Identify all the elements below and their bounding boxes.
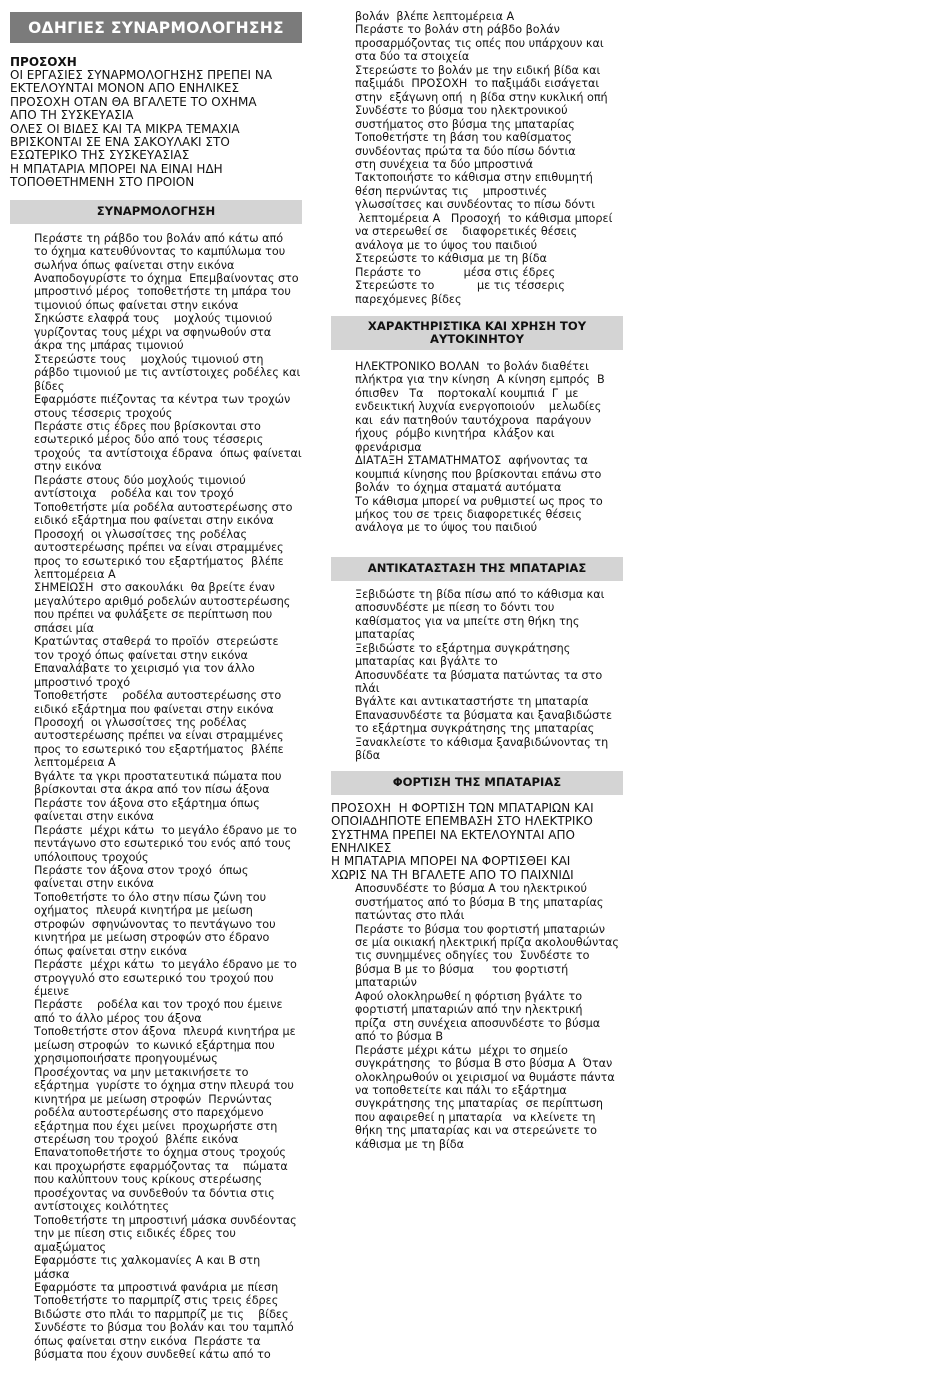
- text-line: παρεχόμενες βίδες: [355, 292, 462, 306]
- assembly-continued-text: [331, 10, 623, 306]
- text-line: ΗΛΕΚΤΡΟΝΙΚΟ ΒΟΛΑΝ το βολάν διαθέτει: [355, 359, 589, 373]
- text-line: προς το εσωτερικό του εξαρτήματος βλέπε: [34, 554, 284, 568]
- text-line: Αφού ολοκληρωθεί η φόρτιση βγάλτε το: [355, 989, 583, 1003]
- text-line: παξιμάδι ΠΡΟΣΟΧΗ το παξιμάδι εισάγεται: [355, 77, 600, 91]
- text-line: Τοποθετήστε τη βάση του καθίσματος: [355, 131, 572, 145]
- text-line: ΔΙΑΤΑΞΗ ΣΤΑΜΑΤΗΜΑΤΟΣ αφήνοντας τα: [355, 454, 588, 468]
- text-line: ειδικό εξάρτημα που φαίνεται στην εικόνα: [34, 702, 274, 716]
- text-line: μεγαλύτερο αριθμό ροδελών αυτοστερέωσης: [34, 594, 291, 608]
- text-line: γλωσσίτσες και συνδέοντας το πίσω δόντι: [355, 198, 596, 212]
- text-line: αυτοστερέωσης πρέπει να είναι στραμμένες: [34, 729, 284, 743]
- charging-warning-text: [331, 802, 623, 882]
- text-line: αντίστοιχα ροδέλα και τον τροχό: [34, 487, 234, 501]
- text-line: ΟΠΟΙΑΔΗΠΟΤΕ ΕΠΕΜΒΑΣΗ ΣΤΟ ΗΛΕΚΤΡΙΚΟ: [331, 814, 593, 829]
- text-line: τιμονιού όπως φαίνεται στην εικόνα: [34, 298, 239, 312]
- text-line: αντίστοιχες κοιλότητες: [34, 1200, 170, 1214]
- text-line: βύσματα που έχουν συνδεθεί κάτω από το: [34, 1348, 271, 1362]
- text-line: λεπτομέρεια A: [34, 756, 116, 770]
- text-line: Ξεβιδώστε το εξάρτημα συγκράτησης: [355, 641, 571, 655]
- text-line: Τοποθετήστε τη μπροστινή μάσκα συνδέοντας: [34, 1213, 297, 1227]
- assembly-text: [10, 232, 306, 1362]
- text-line: συγκράτησης της μπαταρίας σε περίπτωση: [355, 1097, 603, 1111]
- text-line: οχήματος πλευρά κινητήρα με μείωση: [34, 904, 253, 918]
- text-line: συγκράτησης το βύσμα B στο βύσμα A Όταν: [355, 1057, 613, 1071]
- text-line: κινητήρα με μείωση στροφών Περνώντας: [34, 1092, 273, 1106]
- text-line: τις συνημμένες οδηγίες του Συνδέστε το: [355, 949, 590, 963]
- text-line: πρίζα στη συνέχεια αποσυνδέστε το βύσμα: [355, 1016, 601, 1030]
- text-line: Αποσυνδέατε τα βύσματα πατώντας τα στο: [355, 668, 603, 682]
- text-line: κινητήρα με μείωση στροφών στο έδρανο: [34, 931, 270, 945]
- warning-line: ΠΡΟΣΟΧΗ ΟΤΑΝ ΘΑ ΒΓΑΛΕΤΕ ΤΟ ΟΧΗΜΑ: [10, 94, 257, 109]
- text-line: εξάρτημα που έχει μείνει προχωρήστε στη: [34, 1119, 278, 1133]
- text-line: Το κάθισμα μπορεί να ρυθμιστεί ως προς το: [355, 494, 603, 508]
- text-line: Η ΜΠΑΤΑΡΙΑ ΜΠΟΡΕΙ ΝΑ ΦΟΡΤΙΣΘΕΙ ΚΑΙ: [331, 854, 571, 869]
- text-line: και εάν πατηθούν ταυτόχρονα παράγουν: [355, 413, 592, 427]
- text-line: χρησιμοποιήσατε προηγουμένως: [34, 1052, 218, 1066]
- text-line: Στερεώστε τους μοχλούς τιμονιού στη: [34, 352, 264, 366]
- section-heading-features: [331, 316, 623, 350]
- text-line: ανάλογα με το ύψος του παιδιού: [355, 521, 538, 535]
- text-line: και προχωρήστε εφαρμόζοντας τα πώματα: [34, 1159, 288, 1173]
- text-line: Βιδώστε στο πλάι το παρμπρίζ με τις βίδες: [34, 1307, 289, 1321]
- text-line: εσωτερικό μέρος δύο από τους τέσσερις: [34, 433, 264, 447]
- text-line: έμεινε: [34, 985, 70, 999]
- text-line: ΧΩΡΙΣ ΝΑ ΤΗ ΒΓΑΛΕΤΕ ΑΠΟ ΤΟ ΠΑΙΧΝΙΔΙ: [331, 867, 574, 882]
- text-line: Περάστε μέχρι κάτω το μεγάλο έδρανο με το: [34, 958, 297, 972]
- text-line: μείωση στροφών το κωνικό εξάρτημα που: [34, 1038, 275, 1052]
- text-line: τροχούς τα αντίστοιχα έδρανα όπως φαίνεται: [34, 446, 302, 460]
- text-line: ειδικό εξάρτημα που φαίνεται στην εικόνα: [34, 514, 274, 528]
- text-line: Τακτοποιήστε το κάθισμα στην επιθυμητή: [355, 171, 593, 185]
- text-line: να τοποθετείτε και πάλι το εξάρτημα: [355, 1083, 567, 1097]
- text-line: Τοποθετήστε μία ροδέλα αυτοστερέωσης στο: [34, 500, 293, 514]
- text-line: την με πίεση στις ειδικές έδρες του: [34, 1227, 236, 1241]
- text-line: Περάστε τον άξονα στο εξάρτημα όπως: [34, 796, 260, 810]
- warning-line: ΤΟΠΟΘΕΤΗΜΕΝΗ ΣΤΟ ΠΡΟΙΟΝ: [10, 175, 195, 190]
- text-line: μπροστινό μέρος τοποθετήστε τη μπάρα του: [34, 285, 291, 299]
- text-line: φαίνεται στην εικόνα: [34, 877, 154, 891]
- text-line: Επανατοποθετήστε το όχημα στους τροχούς: [34, 1146, 286, 1160]
- text-line: ΠΡΟΣΟΧΗ Η ΦΟΡΤΙΣΗ ΤΩΝ ΜΠΑΤΑΡΙΩΝ ΚΑΙ: [331, 800, 594, 815]
- text-line: φρενάρισμα: [355, 440, 422, 454]
- text-line: Προσέχοντας να μην μετακινήσετε το: [34, 1065, 249, 1079]
- text-line: τον τροχό όπως φαίνεται στην εικόνα: [34, 648, 248, 662]
- text-line: μάσκα: [34, 1267, 70, 1281]
- text-line: κουμπιά κίνησης που βρίσκονται επάνω στο: [355, 467, 602, 481]
- text-line: αμαξώματος: [34, 1240, 107, 1254]
- text-line: όπως φαίνεται στην εικόνα: [34, 944, 187, 958]
- text-line: ολοκληρωθούν οι χειρισμοί να θυμάστε πάντα: [355, 1070, 615, 1084]
- text-line: Τοποθετήστε το παρμπρίζ στις τρεις έδρες: [34, 1294, 279, 1308]
- text-line: ΣΗΜΕΙΩΣΗ στο σακουλάκι θα βρείτε έναν: [34, 581, 275, 595]
- warning-line: ΟΙ ΕΡΓΑΣΙΕΣ ΣΥΝΑΡΜΟΛΟΓΗΣΗΣ ΠΡΕΠΕΙ ΝΑ: [10, 68, 273, 82]
- text-line: Περάστε στις έδρες που βρίσκονται στο: [34, 420, 261, 433]
- text-line: άκρα της μπάρας τιμονιού: [34, 339, 184, 353]
- warning-line: ΕΣΩΤΕΡΙΚΟ ΤΗΣ ΣΥΣΚΕΥΑΣΙΑΣ: [10, 148, 190, 163]
- text-line: όπισθεν Τα πορτοκαλί κουμπιά Γ με: [355, 386, 579, 400]
- text-line: Προσοχή οι γλωσσίτσες της ροδέλας: [34, 715, 248, 729]
- text-line: από το άλλο μέρος του άξονα: [34, 1011, 202, 1025]
- warning-heading: ΠΡΟΣΟΧΗ: [10, 55, 77, 69]
- text-line: βίδες: [34, 379, 65, 393]
- text-line: Στερεώστε το κάθισμα με τη βίδα: [355, 252, 547, 266]
- text-line: στη συνέχεια τα δύο μπροστινά: [355, 157, 533, 171]
- features-heading-line: ΧΑΡΑΚΤΗΡΙΣΤΙΚΑ ΚΑΙ ΧΡΗΣΗ ΤΟΥ: [367, 318, 587, 333]
- text-line: Τοποθετήστε το όλο στην πίσω ζώνη του: [34, 890, 267, 904]
- text-line: το εξάρτημα συγκράτησης της μπαταρίας: [355, 722, 595, 736]
- right-column: [331, 0, 623, 1151]
- text-line: Εφαρμόστε πιέζοντας τα κέντρα των τροχών: [34, 393, 291, 407]
- text-line: Εφαρμόστε τις χαλκομανίες A και B στη: [34, 1254, 261, 1268]
- text-line: βολάν το όχημα σταματά αυτόματα: [355, 481, 562, 495]
- text-line: σε μία οικιακή ηλεκτρική πρίζα ακολουθώντας: [355, 936, 619, 949]
- text-line: στα δύο τα στοιχεία: [355, 50, 470, 64]
- text-line: μπαταρίας: [355, 628, 416, 642]
- text-line: Περάστε μέχρι κάτω το μεγάλο έδρανο με το: [34, 823, 297, 837]
- section-heading-battery-replacement: ΑΝΤΙΚΑΤΑΣΤΑΣΗ ΤΗΣ ΜΠΑΤΑΡΙΑΣ: [331, 557, 623, 581]
- text-line: θήκη της μπαταρίας και να στερεώνετε το: [355, 1124, 597, 1138]
- text-line: Περάστε το βύσμα του φορτιστή μπαταριών: [355, 922, 606, 936]
- text-line: ΣΥΣΤΗΜΑ ΠΡΕΠΕΙ ΝΑ ΕΚΤΕΛΟΥΝΤΑΙ ΑΠΟ: [331, 827, 575, 842]
- text-line: καθίσματος για να μπείτε στη θήκη της: [355, 614, 580, 628]
- text-line: προσαρμόζοντας τις οπές που υπάρχουν και: [355, 36, 604, 50]
- text-line: που καλύπτουν τους κρίκους στερέωσης: [34, 1173, 263, 1187]
- text-line: συστήματος στο βύσμα της μπαταρίας: [355, 117, 575, 131]
- battery-charging-text: [331, 882, 623, 1151]
- text-line: Περάστε το μέσα στις έδρες: [355, 265, 556, 279]
- text-line: να στερεωθεί σε διαφορετικές θέσεις: [355, 225, 578, 239]
- text-line: βολάν βλέπε λεπτομέρεια A: [355, 10, 515, 23]
- text-line: γυρίζοντας τους μέχρι να σφηνωθούν στα: [34, 325, 272, 339]
- text-line: βύσμα B με το βύσμα του φορτιστή: [355, 962, 569, 976]
- text-line: Συνδέστε το βύσμα του ηλεκτρονικού: [355, 104, 568, 118]
- text-line: Στερεώστε το με τις τέσσερις: [355, 279, 565, 293]
- text-line: Προσοχή οι γλωσσίτσες της ροδέλας: [34, 527, 248, 541]
- text-line: φορτιστή μπαταριών από την ηλεκτρική: [355, 1003, 583, 1017]
- warning-line: ΑΠΟ ΤΗ ΣΥΣΚΕΥΑΣΙΑ: [10, 108, 134, 123]
- text-line: ροδέλα αυτοστερέωσης στο παρεχόμενο: [34, 1106, 264, 1120]
- text-line: στην εξάγωνη οπή η βίδα στην κυκλική οπή: [355, 90, 608, 104]
- text-line: Κρατώντας σταθερά το προϊόν στερεώστε: [34, 635, 279, 649]
- text-line: λεπτομέρεια A: [34, 567, 116, 581]
- text-line: Περάστε ροδέλα και τον τροχό που έμεινε: [34, 998, 283, 1012]
- text-line: λεπτομέρεια A Προσοχή το κάθισμα μπορεί: [355, 211, 613, 225]
- text-line: Επαναλάβατε το χειρισμό για τον άλλο: [34, 662, 255, 676]
- text-line: Περάστε στους δύο μοχλούς τιμονιού: [34, 473, 246, 487]
- section-heading-battery-charging: ΦΟΡΤΙΣΗ ΤΗΣ ΜΠΑΤΑΡΙΑΣ: [331, 771, 623, 795]
- text-line: ΕΝΗΛΙΚΕΣ: [331, 840, 392, 855]
- warning-line: ΟΛΕΣ ΟΙ ΒΙΔΕΣ ΚΑΙ ΤΑ ΜΙΚΡΑ ΤΕΜΑΧΙΑ: [10, 121, 240, 136]
- text-line: στερέωση του τροχού βλέπε εικόνα: [34, 1133, 239, 1147]
- text-line: Περάστε μέχρι κάτω μέχρι το σημείο: [355, 1043, 568, 1057]
- text-line: σπάσει μία: [34, 621, 94, 635]
- warning-text: [10, 69, 306, 190]
- text-line: συνδέοντας πρώτα τα δύο πίσω δόντια: [355, 144, 576, 158]
- text-line: ανάλογα με το ύψος του παιδιού: [355, 238, 538, 252]
- text-line: ράβδο τιμονιού με τις αντίστοιχες ροδέλες και: [34, 366, 301, 380]
- text-line: αποσυνδέστε με πίεση το δόντι του: [355, 601, 555, 615]
- text-line: αυτοστερέωσης πρέπει να είναι στραμμένες: [34, 541, 284, 555]
- text-line: πεντάγωνο στο εσωτερικό του ενός από τους: [34, 837, 292, 851]
- text-line: κάθισμα με τη βίδα: [355, 1137, 464, 1151]
- text-line: θέση περνώντας τις μπροστινές: [355, 184, 548, 198]
- text-line: ενδεικτική λυχνία ενεργοποιούν μελωδίες: [355, 400, 602, 414]
- text-line: Ξανακλείστε το κάθισμα ξαναβιδώνοντας τη: [355, 735, 609, 749]
- warning-line: ΒΡΙΣΚΟΝΤΑΙ ΣΕ ΕΝΑ ΣΑΚΟΥΛΑΚΙ ΣΤΟ: [10, 135, 230, 150]
- text-line: φαίνεται στην εικόνα: [34, 810, 154, 824]
- text-line: Αναποδογυρίστε το όχημα Επεμβαίνοντας στο: [34, 272, 299, 286]
- text-line: πλήκτρα για την κίνηση A κίνηση εμπρός B: [355, 373, 605, 387]
- text-line: από το βύσμα B: [355, 1030, 444, 1044]
- text-line: εξάρτημα γυρίστε το όχημα στην πλευρά του: [34, 1079, 294, 1093]
- text-line: που πρέπει να φυλάξετε σε περίπτωση που: [34, 608, 273, 622]
- text-line: μπαταριών: [355, 976, 417, 990]
- text-line: Επανασυνδέστε τα βύσματα και ξαναβιδώστε: [355, 708, 613, 722]
- text-line: Εφαρμόστε τα μπροστινά φανάρια με πίεση: [34, 1281, 279, 1294]
- text-line: Συνδέστε το βύσμα του βολάν και του ταμπλό: [34, 1321, 294, 1335]
- text-line: συστήματος από το βύσμα B της μπαταρίας: [355, 895, 604, 909]
- text-line: μπαταρίας και βγάλτε το: [355, 655, 498, 669]
- text-line: Αποσυνδέστε το βύσμα A του ηλεκτρικού: [355, 882, 587, 896]
- text-line: μήκος του σε τρεις διαφορετικές θέσεις: [355, 507, 582, 521]
- battery-replacement-text: [331, 588, 623, 763]
- text-line: Περάστε το βολάν στη ράβδο βολάν: [355, 23, 560, 37]
- features-text: [331, 360, 623, 535]
- text-line: το όχημα κατευθύνοντας το καμπύλωμα του: [34, 245, 286, 259]
- section-heading-assembly: ΣΥΝΑΡΜΟΛΟΓΗΣΗ: [10, 200, 302, 224]
- text-line: σωλήνα όπως φαίνεται στην εικόνα: [34, 258, 235, 272]
- text-line: στρογγυλό στο εσωτερικό του τροχού που: [34, 971, 274, 985]
- text-line: που αφαιρεθεί η μπαταρία να κλείνετε τη: [355, 1110, 596, 1124]
- text-line: βρίσκονται στα άκρα από τον πίσω άξονα: [34, 783, 270, 797]
- text-line: υπόλοιπους τροχούς: [34, 850, 149, 864]
- warning-line: ΕΚΤΕΛΟΥΝΤΑΙ ΜΟΝΟΝ ΑΠΟ ΕΝΗΛΙΚΕΣ: [10, 81, 240, 96]
- text-line: πατώντας στο πλάι: [355, 909, 465, 923]
- text-line: Σηκώστε ελαφρά τους μοχλούς τιμονιού: [34, 312, 273, 326]
- text-line: Βγάλτε και αντικαταστήστε τη μπαταρία: [355, 695, 589, 709]
- text-line: βίδα: [355, 749, 381, 763]
- text-line: Στερεώστε το βολάν με την ειδική βίδα και: [355, 63, 601, 77]
- text-line: προς το εσωτερικό του εξαρτήματος βλέπε: [34, 742, 284, 756]
- left-column: [10, 0, 306, 1362]
- text-line: στους τέσσερις τροχούς: [34, 406, 173, 420]
- text-line: όπως φαίνεται στην εικόνα Περάστε τα: [34, 1334, 261, 1348]
- document-title: ΟΔΗΓΙΕΣ ΣΥΝΑΡΜΟΛΟΓΗΣΗΣ: [10, 12, 302, 43]
- text-line: στροφών σφηνώνοντας το πεντάγωνο του: [34, 917, 276, 931]
- text-line: Τοποθετήστε ροδέλα αυτοστερέωσης στο: [34, 689, 282, 703]
- text-line: Τοποθετήστε στον άξονα πλευρά κινητήρα με: [34, 1025, 296, 1039]
- text-line: πλάι: [355, 682, 380, 696]
- text-line: μπροστινό τροχό: [34, 675, 131, 689]
- text-line: προσέχοντας να συνδεθούν τα δόντια στις: [34, 1186, 275, 1200]
- warning-line: Η ΜΠΑΤΑΡΙΑ ΜΠΟΡΕΙ ΝΑ ΕΙΝΑΙ ΗΔΗ: [10, 161, 223, 176]
- text-line: Ξεβιδώστε τη βίδα πίσω από το κάθισμα και: [355, 587, 605, 601]
- text-line: Περάστε τον άξονα στον τροχό όπως: [34, 863, 249, 877]
- text-line: Περάστε τη ράβδο του βολάν από κάτω από: [34, 231, 284, 245]
- text-line: Βγάλτε τα γκρι προστατευτικά πώματα που: [34, 769, 282, 783]
- features-heading-line: ΑΥΤΟΚΙΝΗΤΟΥ: [430, 331, 524, 346]
- text-line: ήχους ρόμβο κινητήρα κλάξον και: [355, 427, 555, 441]
- text-line: στην εικόνα: [34, 460, 102, 474]
